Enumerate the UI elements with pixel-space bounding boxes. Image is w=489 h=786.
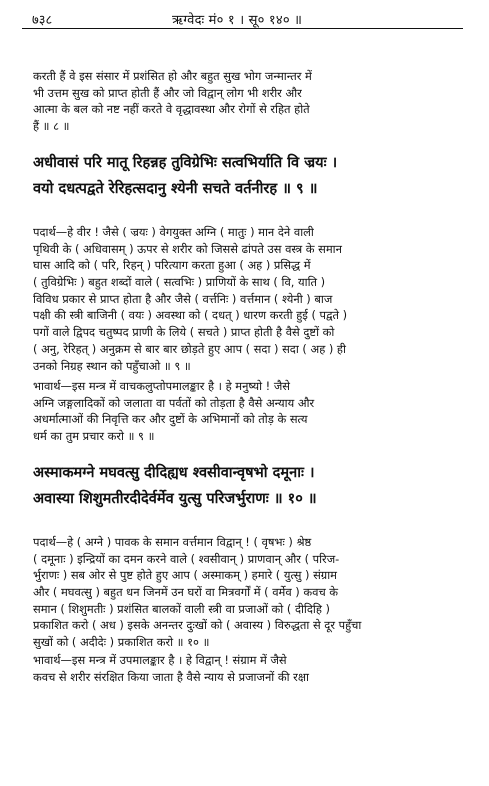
text-line: पृथिवी के ( अधिवासम् ) ऊपर से शरीर को जिससे ढांपते उस वस्त्र के समान (33, 241, 342, 256)
text-line: सुखों को ( अदीदेः ) प्रकाशित करो ॥ १० ॥ (33, 635, 210, 650)
mantra-9 (33, 150, 466, 202)
text-line: अधर्मात्माओं की निवृत्ति कर और दुष्टों के अभिमानों को तोड़ के सत्य (33, 412, 308, 427)
text-line: पगों वाले द्विपद चतुष्पद प्राणी के लिये ( सचते ) प्राप्त होती है वैसे दुष्टों को (33, 325, 335, 340)
text-line: भावार्थ—इस मन्त्र में वाचकलुप्तोपमालङ्कार है । हे मनुष्यो ! जैसे (33, 379, 290, 393)
padartha-9 (33, 224, 466, 374)
text-line: कवच से शरीर संरक्षित किया जाता है वैसे न्याय से प्रजाजनों की रक्षा (33, 669, 309, 684)
bhavartha-9 (33, 378, 466, 445)
text-line: ( तुविग्रेभिः ) बहुत शब्दों वाले ( सत्वभिः ) प्राणियों के साथ ( वि, याति ) (33, 275, 326, 290)
text-line: भी उत्तम सुख को प्राप्त होती हैं और जो विद्वान् लोग भी शरीर और (33, 85, 302, 100)
mantra-line: अवास्या शिशुमतीरदीदेर्वर्मेव युत्सु परिजर्भुराणः ॥ १० ॥ (33, 490, 317, 507)
mantra-line: अधीवासं परि मातू रिहन्नह तुविग्रेभिः सत्वभिर्याति वि ज्रयः । (33, 154, 338, 171)
text-line: विविध प्रकार से प्राप्त होता है और जैसे ( वर्त्तनिः ) वर्त्तमान ( श्येनी ) बाज (33, 291, 333, 306)
text-line: प्रकाशित करो ( अध ) इसके अनन्तर दुःखों को ( अवास्य ) विरुद्धता से दूर पहुँचा (33, 618, 362, 633)
text-line: घास आदि को ( परि, रिहन् ) परित्याग करता हुआ ( अह ) प्रसिद्ध में (33, 258, 311, 273)
text-line: ( अनु, रेरिहत् ) अनुक्रम से बार बार छोड़ते हुए आप ( सदा ) सदा ( अह ) ही (33, 341, 346, 356)
page-header (22, 6, 463, 58)
text-line: भावार्थ—इस मन्त्र में उपमालङ्कार है । हे विद्वान् ! संग्राम में जैसे (33, 653, 287, 667)
header-rule (22, 28, 463, 29)
padartha-10 (33, 534, 466, 651)
text-line: समान ( शिशुमतीः ) प्रशंसित बालकों वाली स्त्री वा प्रजाओं को ( दीदिहि ) (33, 601, 330, 616)
page-number: ७३८ (32, 13, 53, 28)
text-line: र्भुराणः ) सब ओर से पुष्ट होते हुए आप ( अस्माकम् ) हमारे ( युत्सु ) संग्राम (33, 568, 337, 583)
text-line: पक्षी की स्त्री बाजिनी ( वयः ) अवस्था को ( दधत् ) धारण करती हुई ( पद्वते ) (33, 308, 348, 323)
mantra-10 (33, 460, 466, 512)
text-line: करती हैं वे इस संसार में प्रशंसित हो और बहुत सुख भोग जन्मान्तर में (33, 69, 312, 83)
text-line: उनको निग्रह स्थान को पहुँचाओ ॥ ९ ॥ (33, 358, 191, 373)
text-line: आत्मा के बल को नष्ट नहीं करते वे वृद्धावस्था और रोगों से रहित होते (33, 102, 310, 117)
text-line: और ( मघवत्सु ) बहुत धन जिनमें उन घरों वा मित्रवर्गों में ( वर्मेव ) कवच के (33, 585, 339, 600)
mantra-line: वयो दधत्पद्वते रेरिहत्सदानु श्येनी सचते वर्तनीरह ॥ ९ ॥ (33, 180, 318, 197)
previous-paragraph (33, 68, 466, 135)
mantra-line: अस्माकमग्ने मघवत्सु दीदिह्यध श्वसीवान्वृषभो दमूनाः । (33, 464, 315, 481)
running-title: ऋग्वेदः मं० १ । सू० १४० ॥ (172, 13, 303, 28)
text-line: पदार्थ—हे वीर ! जैसे ( ज्रयः ) वेगयुक्त अग्नि ( मातुः ) मान देने वाली (33, 225, 314, 239)
text-line: हैं ॥ ८ ॥ (33, 119, 70, 134)
text-line: पदार्थ—हे ( अग्ने ) पावक के समान वर्त्तमान विद्वान् ! ( वृषभः ) श्रेष्ठ (33, 535, 312, 549)
bhavartha-10 (33, 652, 466, 685)
text-line: ( दमूनाः ) इन्द्रियों का दमन करने वाले ( श्वसीवान् ) प्राणवान् और ( परिज- (33, 551, 340, 566)
text-line: धर्म का तुम प्रचार करो ॥ ९ ॥ (33, 429, 155, 444)
text-line: अग्नि जङ्गलादिकों को जलाता वा पर्वतों को तोड़ता है वैसे अन्याय और (33, 395, 315, 410)
